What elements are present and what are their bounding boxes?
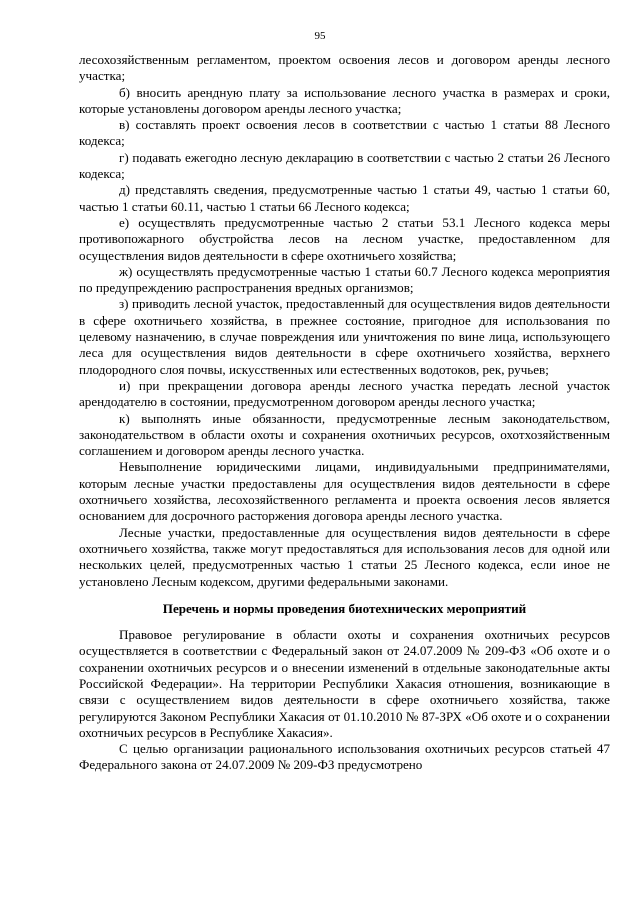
paragraph: лесохозяйственным регламентом, проектом освоения лесов и договором аренды лесного участка; <box>79 52 610 84</box>
list-item-z: з) приводить лесной участок, предоставленный для осуществления видов деятельности в сфере охотничьего хозяйства, в прежнее состояние, пригодное для использования по целевому назначению, в случае повреждения или уничтожения по вине лица, использующего леса для осуществления видов деятельности в сфере охотничьего хозяйства, верхнего плодородного слоя почвы, искусственных или естественных водотоков, рек, ручьев; <box>79 296 610 377</box>
paragraph: Правовое регулирование в области охоты и сохранения охотничьих ресурсов осуществляется в соответствии с Федеральный закон от 24.07.2009 № 209-ФЗ «Об охоте и о сохранении охотничьих ресурсов и о внесении изменений в отдельные законодательные акты Российской Федерации». На территории Республики Хакасия отношения, возникающие в связи с осуществлением видов деятельности в сфере охотничьего хозяйства, также регулируются Законом Республики Хакасия от 01.10.2010 № 87-ЗРХ «Об охоте и о сохранении охотничьих ресурсов в Республике Хакасия». <box>79 627 610 740</box>
paragraph: Невыполнение юридическими лицами, индивидуальными предпринимателями, которым лесные участки предоставлены для осуществления видов деятельности в сфере охотничьего хозяйства, лесохозяйственного регламента и проекта освоения лесов является основанием для досрочного расторжения договора аренды лесного участка. <box>79 459 610 524</box>
paragraph: Лесные участки, предоставленные для осуществления видов деятельности в сфере охотничьего хозяйства, также могут предоставляться для использования лесов для одной или нескольких целей, предусмотренных частью 1 статьи 25 Лесного кодекса, если иное не установлено Лесным кодексом, другими федеральными законами. <box>79 524 610 589</box>
list-item-zh: ж) осуществлять предусмотренные частью 1 статьи 60.7 Лесного кодекса мероприятия по предупреждению распространения вредных организмов; <box>79 263 610 296</box>
list-item-i: и) при прекращении договора аренды лесного участка передать лесной участок арендодателю в состоянии, предусмотренном договором аренды лесного участка; <box>79 377 610 410</box>
list-item-k: к) выполнять иные обязанности, предусмотренные лесным законодательством, законодательством в области охоты и сохранения охотничьих ресурсов, охотхозяйственным соглашением и договором аренды лесного участка. <box>79 410 610 459</box>
list-item-e: е) осуществлять предусмотренные частью 2 статьи 53.1 Лесного кодекса меры противопожарного обустройства лесов на лесном участке, предоставленном для осуществления видов деятельности в сфере охотничьего хозяйства; <box>79 214 610 263</box>
list-item-v: в) составлять проект освоения лесов в соответствии с частью 1 статьи 88 Лесного кодекса; <box>79 117 610 149</box>
page-number: 95 <box>314 30 326 42</box>
body-text <box>79 52 610 774</box>
section-heading: Перечень и нормы проведения биотехнических мероприятий <box>162 600 527 616</box>
list-item-b: б) вносить арендную плату за использование лесного участка в размерах и сроки, которые установлены договором аренды лесного участка; <box>79 84 610 116</box>
paragraph: С целью организации рационального использования охотничьих ресурсов статьей 47 Федерального закона от 24.07.2009 № 209-ФЗ предусмотрено <box>79 741 610 773</box>
list-item-d: д) представлять сведения, предусмотренные частью 1 статьи 49, частью 1 статьи 60, частью 1 статьи 60.11, частью 1 статьи 66 Лесного кодекса; <box>79 182 610 214</box>
list-item-g: г) подавать ежегодно лесную декларацию в соответствии с частью 2 статьи 26 Лесного кодекса; <box>79 149 610 182</box>
